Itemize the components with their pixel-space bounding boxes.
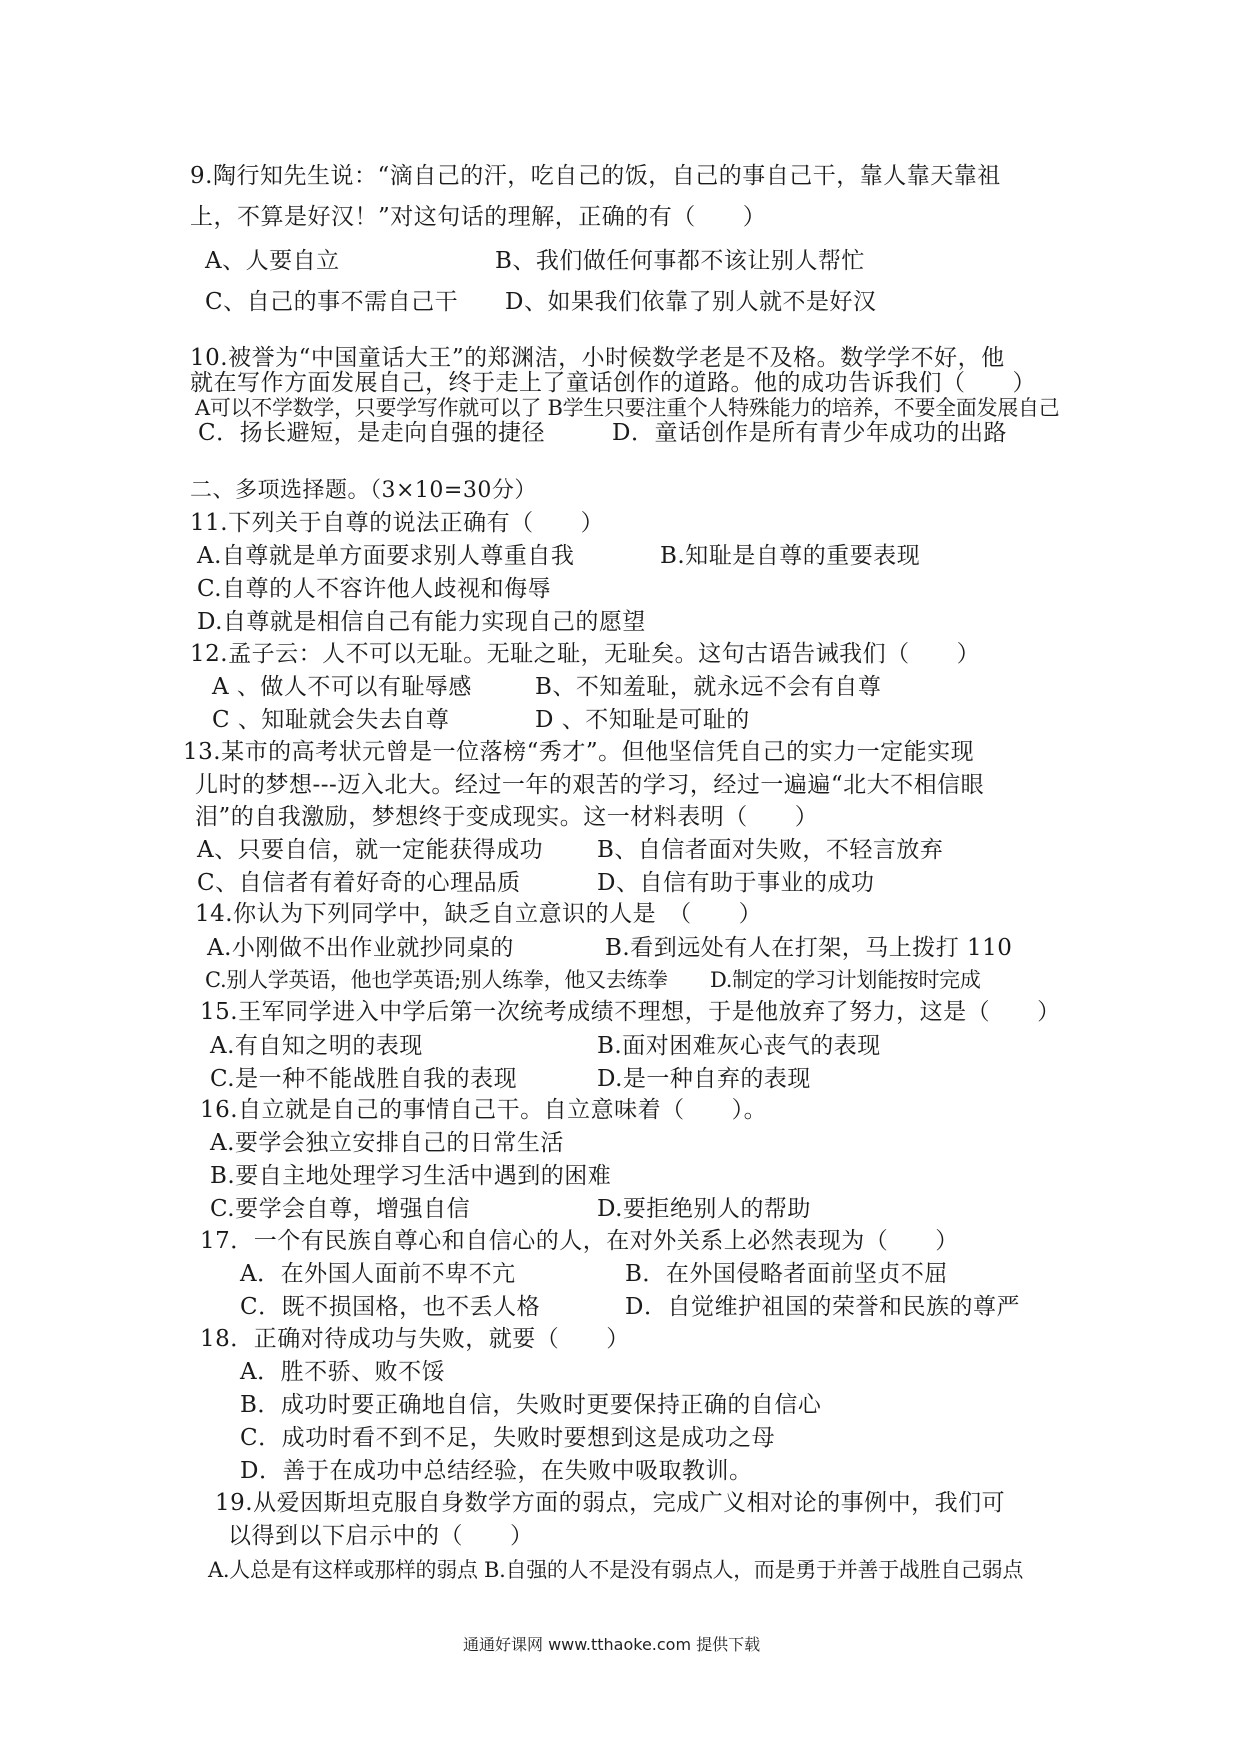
q10-option-c: C．扬长避短，是走向自强的捷径 [198, 420, 546, 446]
q13-option-d: D、自信有助于事业的成功 [597, 870, 875, 896]
q9-option-c: C、自己的事不需自己干 [205, 289, 459, 315]
q14-option-b: B.看到远处有人在打架，马上拨打 110 [605, 935, 1013, 961]
q12-option-b: B、不知羞耻，就永远不会有自尊 [535, 674, 882, 700]
q14-option-c: C.别人学英语，他也学英语;别人练拳，他又去练拳 [205, 968, 668, 992]
q9-option-d: D、如果我们依靠了别人就不是好汉 [505, 289, 877, 315]
q9-option-b: B、我们做任何事都不该让别人帮忙 [495, 248, 865, 274]
q10-options-ab: A可以不学数学，只要学写作就可以了 B学生只要注重个人特殊能力的培养，不要全面发展自己 [195, 396, 1060, 420]
q17-option-a: A．在外国人面前不卑不亢 [240, 1261, 516, 1287]
q10-stem-line2: 就在写作方面发展自己，终于走上了童话创作的道路。他的成功告诉我们（ ） [190, 370, 1036, 396]
q14-option-d: D.制定的学习计划能按时完成 [710, 968, 981, 992]
q19-stem-line2: 以得到以下启示中的（ ） [228, 1523, 534, 1549]
q17-option-b: B．在外国侵略者面前坚贞不屈 [625, 1261, 948, 1287]
q16-option-a: A.要学会独立安排自己的日常生活 [210, 1130, 564, 1156]
q12-option-a: A 、做人不可以有耻辱感 [212, 674, 472, 700]
section-heading: 二、多项选择题。（3×10=30分） [190, 478, 537, 503]
q12-option-c: C 、知耻就会失去自尊 [212, 707, 450, 733]
q16-option-b: B.要自主地处理学习生活中遇到的困难 [210, 1163, 612, 1189]
q15-option-b: B.面对困难灰心丧气的表现 [597, 1033, 881, 1059]
q11-stem: 11.下列关于自尊的说法正确有（ ） [190, 510, 605, 536]
q15-option-c: C.是一种不能战胜自我的表现 [210, 1066, 518, 1092]
q12-stem: 12.孟子云：人不可以无耻。无耻之耻，无耻矣。这句古语告诫我们（ ） [190, 641, 981, 667]
q13-option-b: B、自信者面对失败，不轻言放弃 [597, 837, 944, 863]
q15-stem: 15.王军同学进入中学后第一次统考成绩不理想，于是他放弃了努力，这是（ ） [200, 999, 1061, 1025]
q18-option-a: A．胜不骄、败不馁 [240, 1359, 446, 1385]
q17-stem: 17．一个有民族自尊心和自信心的人，在对外关系上必然表现为（ ） [200, 1228, 959, 1254]
q9-stem-line1: 9.陶行知先生说：“滴自己的汗，吃自己的饭，自己的事自己干，靠人靠天靠祖 [190, 163, 1001, 189]
q9-stem-line2: 上，不算是好汉！”对这句话的理解，正确的有（ ） [190, 204, 767, 230]
q11-option-a: A.自尊就是单方面要求别人尊重自我 [197, 543, 575, 569]
q16-option-c: C.要学会自尊，增强自信 [210, 1196, 471, 1222]
q11-option-c: C.自尊的人不容许他人歧视和侮辱 [197, 576, 552, 602]
q19-options-ab: A.人总是有这样或那样的弱点 B.自强的人不是没有弱点人，而是勇于并善于战胜自己弱点 [208, 1558, 1024, 1582]
q15-option-a: A.有自知之明的表现 [210, 1033, 423, 1059]
q13-option-c: C、自信者有着好奇的心理品质 [197, 870, 521, 896]
page-footer: 通通好课网 www.tthaoke.com 提供下载 [463, 1635, 761, 1654]
q18-option-b: B．成功时要正确地自信，失败时更要保持正确的自信心 [240, 1392, 822, 1418]
q13-option-a: A、只要自信，就一定能获得成功 [197, 837, 544, 863]
q11-option-d: D.自尊就是相信自己有能力实现自己的愿望 [197, 609, 646, 635]
q9-option-a: A、人要自立 [205, 248, 340, 274]
q14-stem: 14.你认为下列同学中，缺乏自立意识的人是 （ ） [195, 901, 763, 927]
q15-option-d: D.是一种自弃的表现 [597, 1066, 811, 1092]
q16-option-d: D.要拒绝别人的帮助 [597, 1196, 811, 1222]
q11-option-b: B.知耻是自尊的重要表现 [660, 543, 921, 569]
q10-option-d: D．童话创作是所有青少年成功的出路 [612, 420, 1007, 446]
q13-stem-line2: 儿时的梦想---迈入北大。经过一年的艰苦的学习，经过一遍遍“北大不相信眼 [195, 772, 985, 798]
q14-option-a: A.小刚做不出作业就抄同桌的 [207, 935, 514, 961]
q17-option-d: D．自觉维护祖国的荣誉和民族的尊严 [625, 1294, 1020, 1320]
q19-stem-line1: 19.从爱因斯坦克服自身数学方面的弱点，完成广义相对论的事例中，我们可 [215, 1490, 1006, 1516]
q13-stem-line1: 13.某市的高考状元曾是一位落榜“秀才”。但他坚信凭自己的实力一定能实现 [183, 739, 975, 765]
q18-option-d: D．善于在成功中总结经验，在失败中吸取教训。 [240, 1458, 753, 1484]
q16-stem: 16.自立就是自己的事情自己干。自立意味着（ ）。 [200, 1097, 768, 1123]
q18-stem: 18．正确对待成功与失败，就要（ ） [200, 1326, 630, 1352]
q18-option-c: C．成功时看不到不足，失败时要想到这是成功之母 [240, 1425, 776, 1451]
q10-stem-line1: 10.被誉为“中国童话大王”的郑渊洁，小时候数学老是不及格。数学学不好，他 [190, 345, 1005, 371]
q17-option-c: C．既不损国格，也不丢人格 [240, 1294, 541, 1320]
q12-option-d: D 、不知耻是可耻的 [535, 707, 750, 733]
q13-stem-line3: 泪”的自我激励，梦想终于变成现实。这一材料表明（ ） [195, 804, 819, 830]
